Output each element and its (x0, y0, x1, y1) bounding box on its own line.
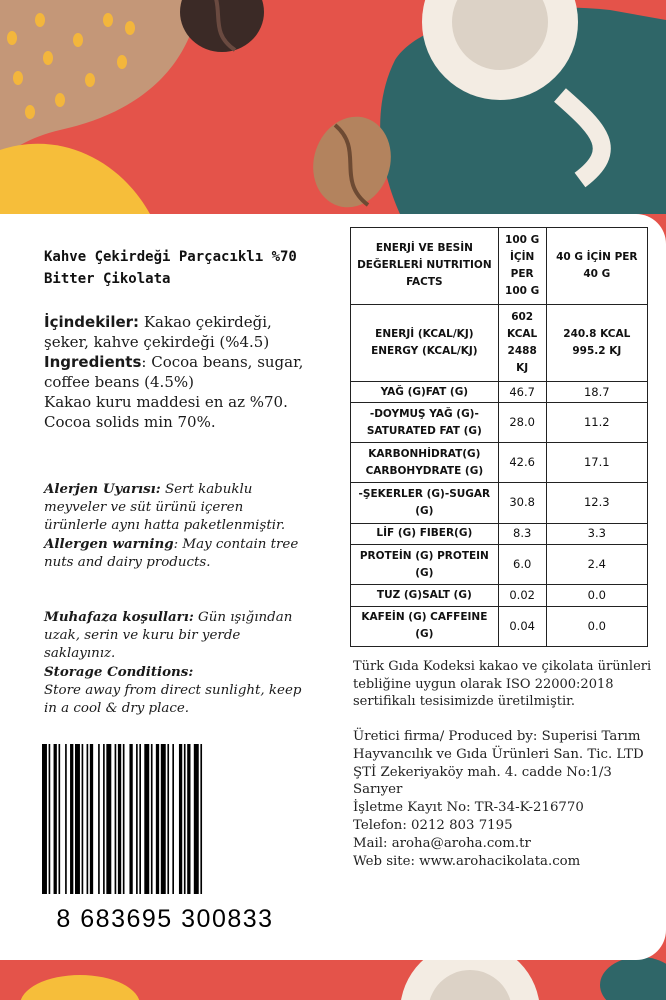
barcode-bar (200, 744, 202, 894)
table-row (351, 523, 648, 545)
barcode-bar (184, 744, 186, 894)
barcode-bar (172, 744, 174, 894)
cocoa-solids-en: Cocoa solids min 70%. (44, 413, 216, 431)
value-per-40g: 11.2 (546, 403, 647, 443)
table-row (351, 381, 648, 403)
barcode-bars (42, 744, 202, 894)
table-row (351, 585, 648, 607)
value-per-40g: 12.3 (546, 483, 647, 523)
value-per-100g: 46.7 (498, 381, 546, 403)
barcode-bar (161, 744, 166, 894)
producer-info (353, 728, 653, 870)
value-per-40g: 18.7 (546, 381, 647, 403)
barcode-bar (75, 744, 80, 894)
mail-address: Mail: aroha@aroha.com.tr (353, 835, 531, 851)
barcode-bar (87, 744, 89, 894)
barcode-bar (54, 744, 57, 894)
ingredients-section (44, 312, 304, 432)
barcode-bar (139, 744, 141, 894)
barcode-bar (123, 744, 125, 894)
barcode-number: 8 683695 300833 (56, 905, 274, 930)
storage-tr-label: Muhafaza koşulları: (44, 609, 194, 625)
barcode (38, 744, 292, 930)
table-row (351, 304, 648, 381)
storage-tr-text: Gün ışığından uzak, serin ve kuru bir yerde saklayınız. (44, 610, 293, 661)
value-per-100g: 42.6 (498, 443, 546, 483)
barcode-bar (103, 744, 105, 894)
value-per-40g: 0.0 (546, 606, 647, 646)
allergen-section (44, 480, 304, 572)
ingredients-en-text: : Cocoa beans, sugar, coffee beans (4.5%) (44, 353, 304, 391)
barcode-bar (98, 744, 100, 894)
barcode-bar (59, 744, 61, 894)
value-per-40g: 3.3 (546, 523, 647, 545)
ingredients-en-label: Ingredients (44, 353, 142, 371)
barcode-bar (167, 744, 169, 894)
header-per-100g: 100 G İÇİN PER 100 G (498, 228, 546, 305)
website: Web site: www.arohacikolata.com (353, 853, 581, 869)
table-row (351, 606, 648, 646)
registration-number: İşletme Kayıt No: TR-34-K-216770 (353, 800, 584, 816)
producer-line: Üretici firma/ Produced by: Superisi Tarım Hayvancılık ve Gıda Ürünleri San. Tic. LTD ŞTİ Zekeriyaköy mah. 4. cadde No:1/3 Sarıyer (353, 729, 644, 798)
barcode-bar (129, 744, 132, 894)
barcode-bar (106, 744, 111, 894)
barcode-bar (65, 744, 67, 894)
barcode-bar (136, 744, 138, 894)
product-title: Kahve Çekirdeği Parçacıklı %70 Bitter Çikolata (44, 249, 297, 287)
value-per-100g: 6.0 (498, 545, 546, 585)
nutrient-label: YAĞ (G)FAT (G) (351, 381, 499, 403)
value-per-40g: 240.8 KCAL 995.2 KJ (546, 304, 647, 381)
nutrient-label: TUZ (G)SALT (G) (351, 585, 499, 607)
barcode-bar (156, 744, 159, 894)
nutrient-label: -ŞEKERLER (G)-SUGAR (G) (351, 483, 499, 523)
barcode-bar (82, 744, 84, 894)
table-row (351, 443, 648, 483)
allergen-en-text: : May contain tree nuts and dairy products. (44, 537, 299, 570)
barcode-bar (115, 744, 117, 894)
barcode-bar (70, 744, 73, 894)
table-header-row (351, 228, 648, 305)
value-per-40g: 2.4 (546, 545, 647, 585)
barcode-bar (187, 744, 190, 894)
value-per-100g: 8.3 (498, 523, 546, 545)
table-row (351, 403, 648, 443)
storage-en-text: Store away from direct sunlight, keep in a cool & dry place. (44, 683, 302, 716)
value-per-40g: 0.0 (546, 585, 647, 607)
value-per-100g: 0.02 (498, 585, 546, 607)
nutrient-label: PROTEİN (G) PROTEIN (G) (351, 545, 499, 585)
ingredients-tr-text: Kakao çekirdeği, şeker, kahve çekirdeği (%4.5) (44, 313, 272, 351)
storage-section (44, 608, 304, 718)
storage-en-label: Storage Conditions: (44, 664, 194, 680)
nutrient-label: -DOYMUŞ YAĞ (G)-SATURATED FAT (G) (351, 403, 499, 443)
nutrition-table (350, 227, 648, 647)
nutrient-label: ENERJİ (KCAL/KJ) ENERGY (KCAL/KJ) (351, 304, 499, 381)
ingredients-tr-label: İçindekiler: (44, 313, 140, 331)
barcode-bar (42, 744, 47, 894)
barcode-bar (118, 744, 121, 894)
barcode-bar (144, 744, 149, 894)
value-per-100g: 30.8 (498, 483, 546, 523)
nutrient-label: KARBONHİDRAT(G) CARBOHYDRATE (G) (351, 443, 499, 483)
allergen-tr-text: Sert kabuklu meyveler ve süt ürünü içeren ürünlerle aynı hatta paketlenmiştir. (44, 482, 286, 533)
barcode-bar (49, 744, 51, 894)
value-per-100g: 28.0 (498, 403, 546, 443)
barcode-bar (194, 744, 199, 894)
nutrient-label: LİF (G) FIBER(G) (351, 523, 499, 545)
barcode-bar (90, 744, 93, 894)
header-label: ENERJİ VE BESİN DEĞERLERİ NUTRITION FACTS (351, 228, 499, 305)
value-per-100g: 602 KCAL 2488 KJ (498, 304, 546, 381)
value-per-40g: 17.1 (546, 443, 647, 483)
allergen-en-label: Allergen warning (44, 536, 174, 552)
cocoa-solids-tr: Kakao kuru maddesi en az %70. (44, 393, 288, 411)
nutrient-label: KAFEİN (G) CAFFEINE (G) (351, 606, 499, 646)
header-per-40g: 40 G İÇİN PER 40 G (546, 228, 647, 305)
table-row (351, 545, 648, 585)
barcode-bar (151, 744, 153, 894)
value-per-100g: 0.04 (498, 606, 546, 646)
certification-text: Türk Gıda Kodeksi kakao ve çikolata ürünleri tebliğine uygun olarak ISO 22000:2018 sertifikalı tesisimizde üretilmiştir. (353, 659, 652, 709)
barcode-bar (179, 744, 182, 894)
phone-number: Telefon: 0212 803 7195 (353, 817, 513, 833)
allergen-tr-label: Alerjen Uyarısı: (44, 481, 161, 497)
table-row (351, 483, 648, 523)
